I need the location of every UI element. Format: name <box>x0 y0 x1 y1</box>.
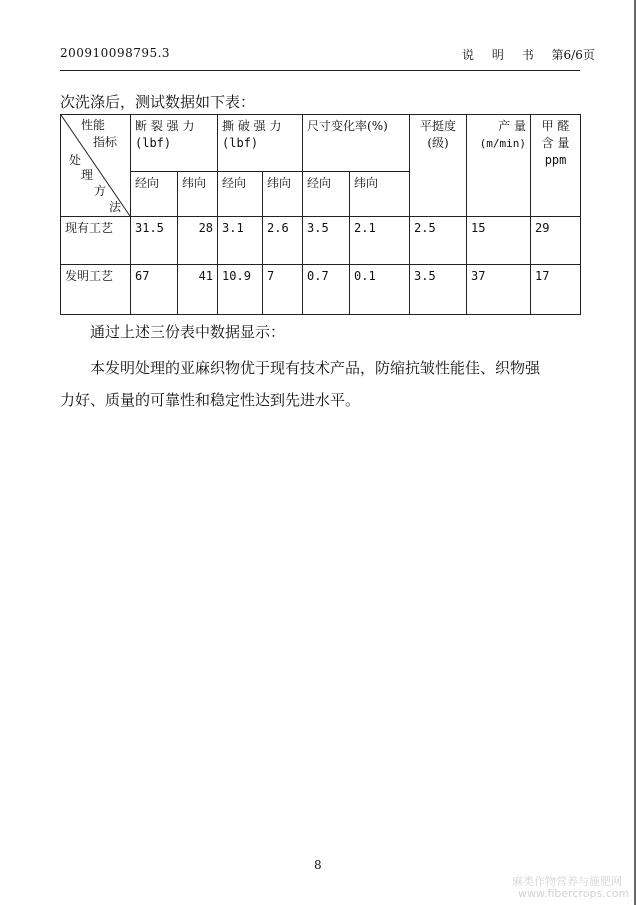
subheader-weft: 纬向 <box>350 172 410 217</box>
col-unit: ppm <box>544 153 567 167</box>
row-method: 发明工艺 <box>61 265 131 315</box>
cell-value: 31.5 <box>131 217 178 265</box>
paragraph-conclusion-line2: 力好、质量的可靠性和稳定性达到先进水平。 <box>60 391 361 409</box>
cell-value: 3.5 <box>303 217 350 265</box>
group-unit: (lbf) <box>135 136 172 150</box>
corner-label: 法 <box>109 200 122 214</box>
group-label: 断 裂 强 力 <box>135 119 195 133</box>
col-unit: (级) <box>427 136 449 150</box>
corner-header-cell <box>61 115 131 217</box>
paragraph-conclusion-line1: 本发明处理的亚麻织物优于现有技术产品，防缩抗皱性能佳、织物强 <box>90 359 541 377</box>
corner-label: 指标 <box>93 135 118 149</box>
header-rule <box>60 70 580 71</box>
corner-label: 方 <box>94 184 107 198</box>
cell-value: 28 <box>178 217 218 265</box>
subheader-weft: 纬向 <box>263 172 303 217</box>
paragraph-summary-intro: 通过上述三份表中数据显示： <box>90 323 286 341</box>
row-method: 现有工艺 <box>61 217 131 265</box>
group-label: 尺寸变化率(%) <box>307 119 388 133</box>
subheader-weft: 纬向 <box>178 172 218 217</box>
group-header-tear-strength <box>218 115 303 172</box>
header-doc-info <box>462 46 595 63</box>
col-label: 甲 醛 <box>541 119 570 133</box>
group-header-dimensional-change <box>303 115 410 172</box>
doc-type-char: 说 <box>462 48 475 62</box>
patent-number: 200910098795.3 <box>60 46 171 60</box>
cell-value: 2.6 <box>263 217 303 265</box>
group-unit: (lbf) <box>222 136 259 150</box>
header-flatness <box>410 115 467 217</box>
cell-value: 3.5 <box>410 265 467 315</box>
table-row <box>61 265 581 315</box>
watermark-text: 麻类作物营养与施肥网 <box>512 875 622 888</box>
cell-value: 0.1 <box>350 265 410 315</box>
cell-value: 41 <box>178 265 218 315</box>
subheader-warp: 经向 <box>303 172 350 217</box>
subheader-warp: 经向 <box>131 172 178 217</box>
page-number: 8 <box>314 858 322 872</box>
corner-label: 处 <box>69 153 82 167</box>
col-unit: (m/min) <box>479 137 527 150</box>
cell-value: 3.1 <box>218 217 263 265</box>
col-label: 含 量 <box>541 136 570 150</box>
header-formaldehyde <box>531 115 581 217</box>
table-row <box>61 217 581 265</box>
group-label: 撕 破 强 力 <box>222 119 282 133</box>
page-info: 第6/6页 <box>551 48 595 62</box>
cell-value: 29 <box>531 217 581 265</box>
corner-label: 性能 <box>81 118 106 132</box>
cell-value: 67 <box>131 265 178 315</box>
col-label: 平挺度 <box>420 119 457 133</box>
cell-value: 10.9 <box>218 265 263 315</box>
corner-label: 理 <box>81 168 94 182</box>
test-data-table <box>60 114 581 315</box>
cell-value: 15 <box>467 217 531 265</box>
doc-type-char: 明 <box>491 48 504 62</box>
group-header-breaking-strength <box>131 115 218 172</box>
cell-value: 7 <box>263 265 303 315</box>
watermark-url: www.fibercrops.com <box>518 887 630 900</box>
cell-value: 37 <box>467 265 531 315</box>
intro-line: 次洗涤后，测试数据如下表： <box>60 93 256 111</box>
header-output <box>467 115 531 217</box>
cell-value: 17 <box>531 265 581 315</box>
doc-type-char: 书 <box>521 48 534 62</box>
cell-value: 0.7 <box>303 265 350 315</box>
cell-value: 2.1 <box>350 217 410 265</box>
subheader-warp: 经向 <box>218 172 263 217</box>
cell-value: 2.5 <box>410 217 467 265</box>
col-label: 产 量 <box>498 119 527 133</box>
